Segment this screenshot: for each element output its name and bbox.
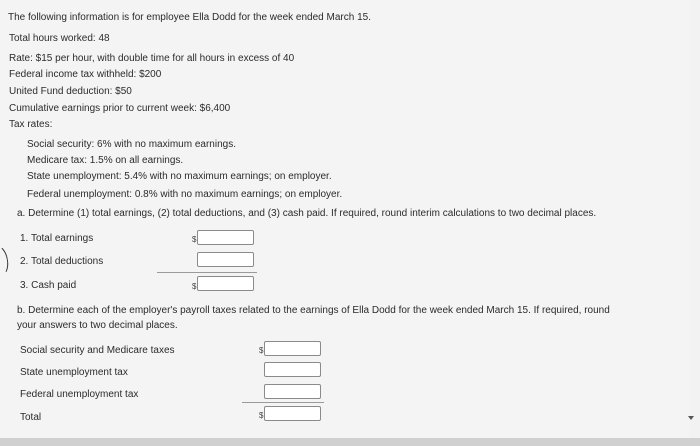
federal-unemployment-input[interactable] (264, 384, 321, 399)
tax-rate-social-security: Social security: 6% with no maximum earnings. (27, 139, 236, 150)
part-b-prompt-line1: b. Determine each of the employer's payroll taxes related to the earnings of Ella Dodd for the week ended March 15. If required, round (17, 305, 610, 316)
tax-rates-heading: Tax rates: (9, 119, 53, 130)
currency-symbol: $ (192, 282, 197, 291)
intro-text: The following information is for employee Ella Dodd for the week ended March 15. (8, 12, 371, 23)
total-earnings-label: 1. Total earnings (20, 233, 94, 244)
tax-rate-state-unemployment: State unemployment: 5.4% with no maximum earnings; on employer. (27, 171, 332, 182)
part-a-prompt: a. Determine (1) total earnings, (2) total deductions, and (3) cash paid. If required, round interim calculations to two decimal places. (17, 208, 597, 219)
tax-rate-federal-unemployment: Federal unemployment: 0.8% with no maximum earnings; on employer. (27, 189, 343, 200)
total-label: Total (20, 412, 42, 423)
subtotal-rule (157, 272, 257, 273)
state-unemployment-input[interactable] (264, 362, 321, 377)
total-payroll-tax-input[interactable] (264, 406, 321, 421)
currency-symbol: $ (192, 235, 197, 244)
curly-bracket-mark (0, 244, 11, 279)
cash-paid-input[interactable] (197, 276, 254, 291)
currency-symbol: $ (259, 411, 264, 420)
total-deductions-input[interactable] (197, 252, 254, 267)
part-b-prompt-line2: your answers to two decimal places. (17, 320, 178, 331)
tax-rate-medicare: Medicare tax: 1.5% on all earnings. (27, 155, 184, 166)
currency-symbol: $ (259, 346, 264, 355)
ss-medicare-input[interactable] (264, 341, 321, 356)
total-rule (242, 402, 324, 403)
fact-federal-tax: Federal income tax withheld: $200 (9, 69, 162, 80)
fact-hours: Total hours worked: 48 (9, 33, 110, 44)
scroll-down-icon[interactable] (688, 416, 694, 420)
federal-unemployment-label: Federal unemployment tax (20, 389, 139, 400)
fact-cumulative: Cumulative earnings prior to current week: $6,400 (9, 103, 231, 114)
state-unemployment-label: State unemployment tax (20, 367, 128, 378)
total-earnings-input[interactable] (197, 230, 254, 245)
cash-paid-label: 3. Cash paid (20, 280, 77, 291)
bottom-scrollbar[interactable] (0, 438, 700, 446)
fact-united-fund: United Fund deduction: $50 (9, 86, 132, 97)
ss-medicare-label: Social security and Medicare taxes (20, 345, 175, 356)
total-deductions-label: 2. Total deductions (20, 256, 104, 267)
fact-rate: Rate: $15 per hour, with double time for all hours in excess of 40 (9, 53, 295, 64)
